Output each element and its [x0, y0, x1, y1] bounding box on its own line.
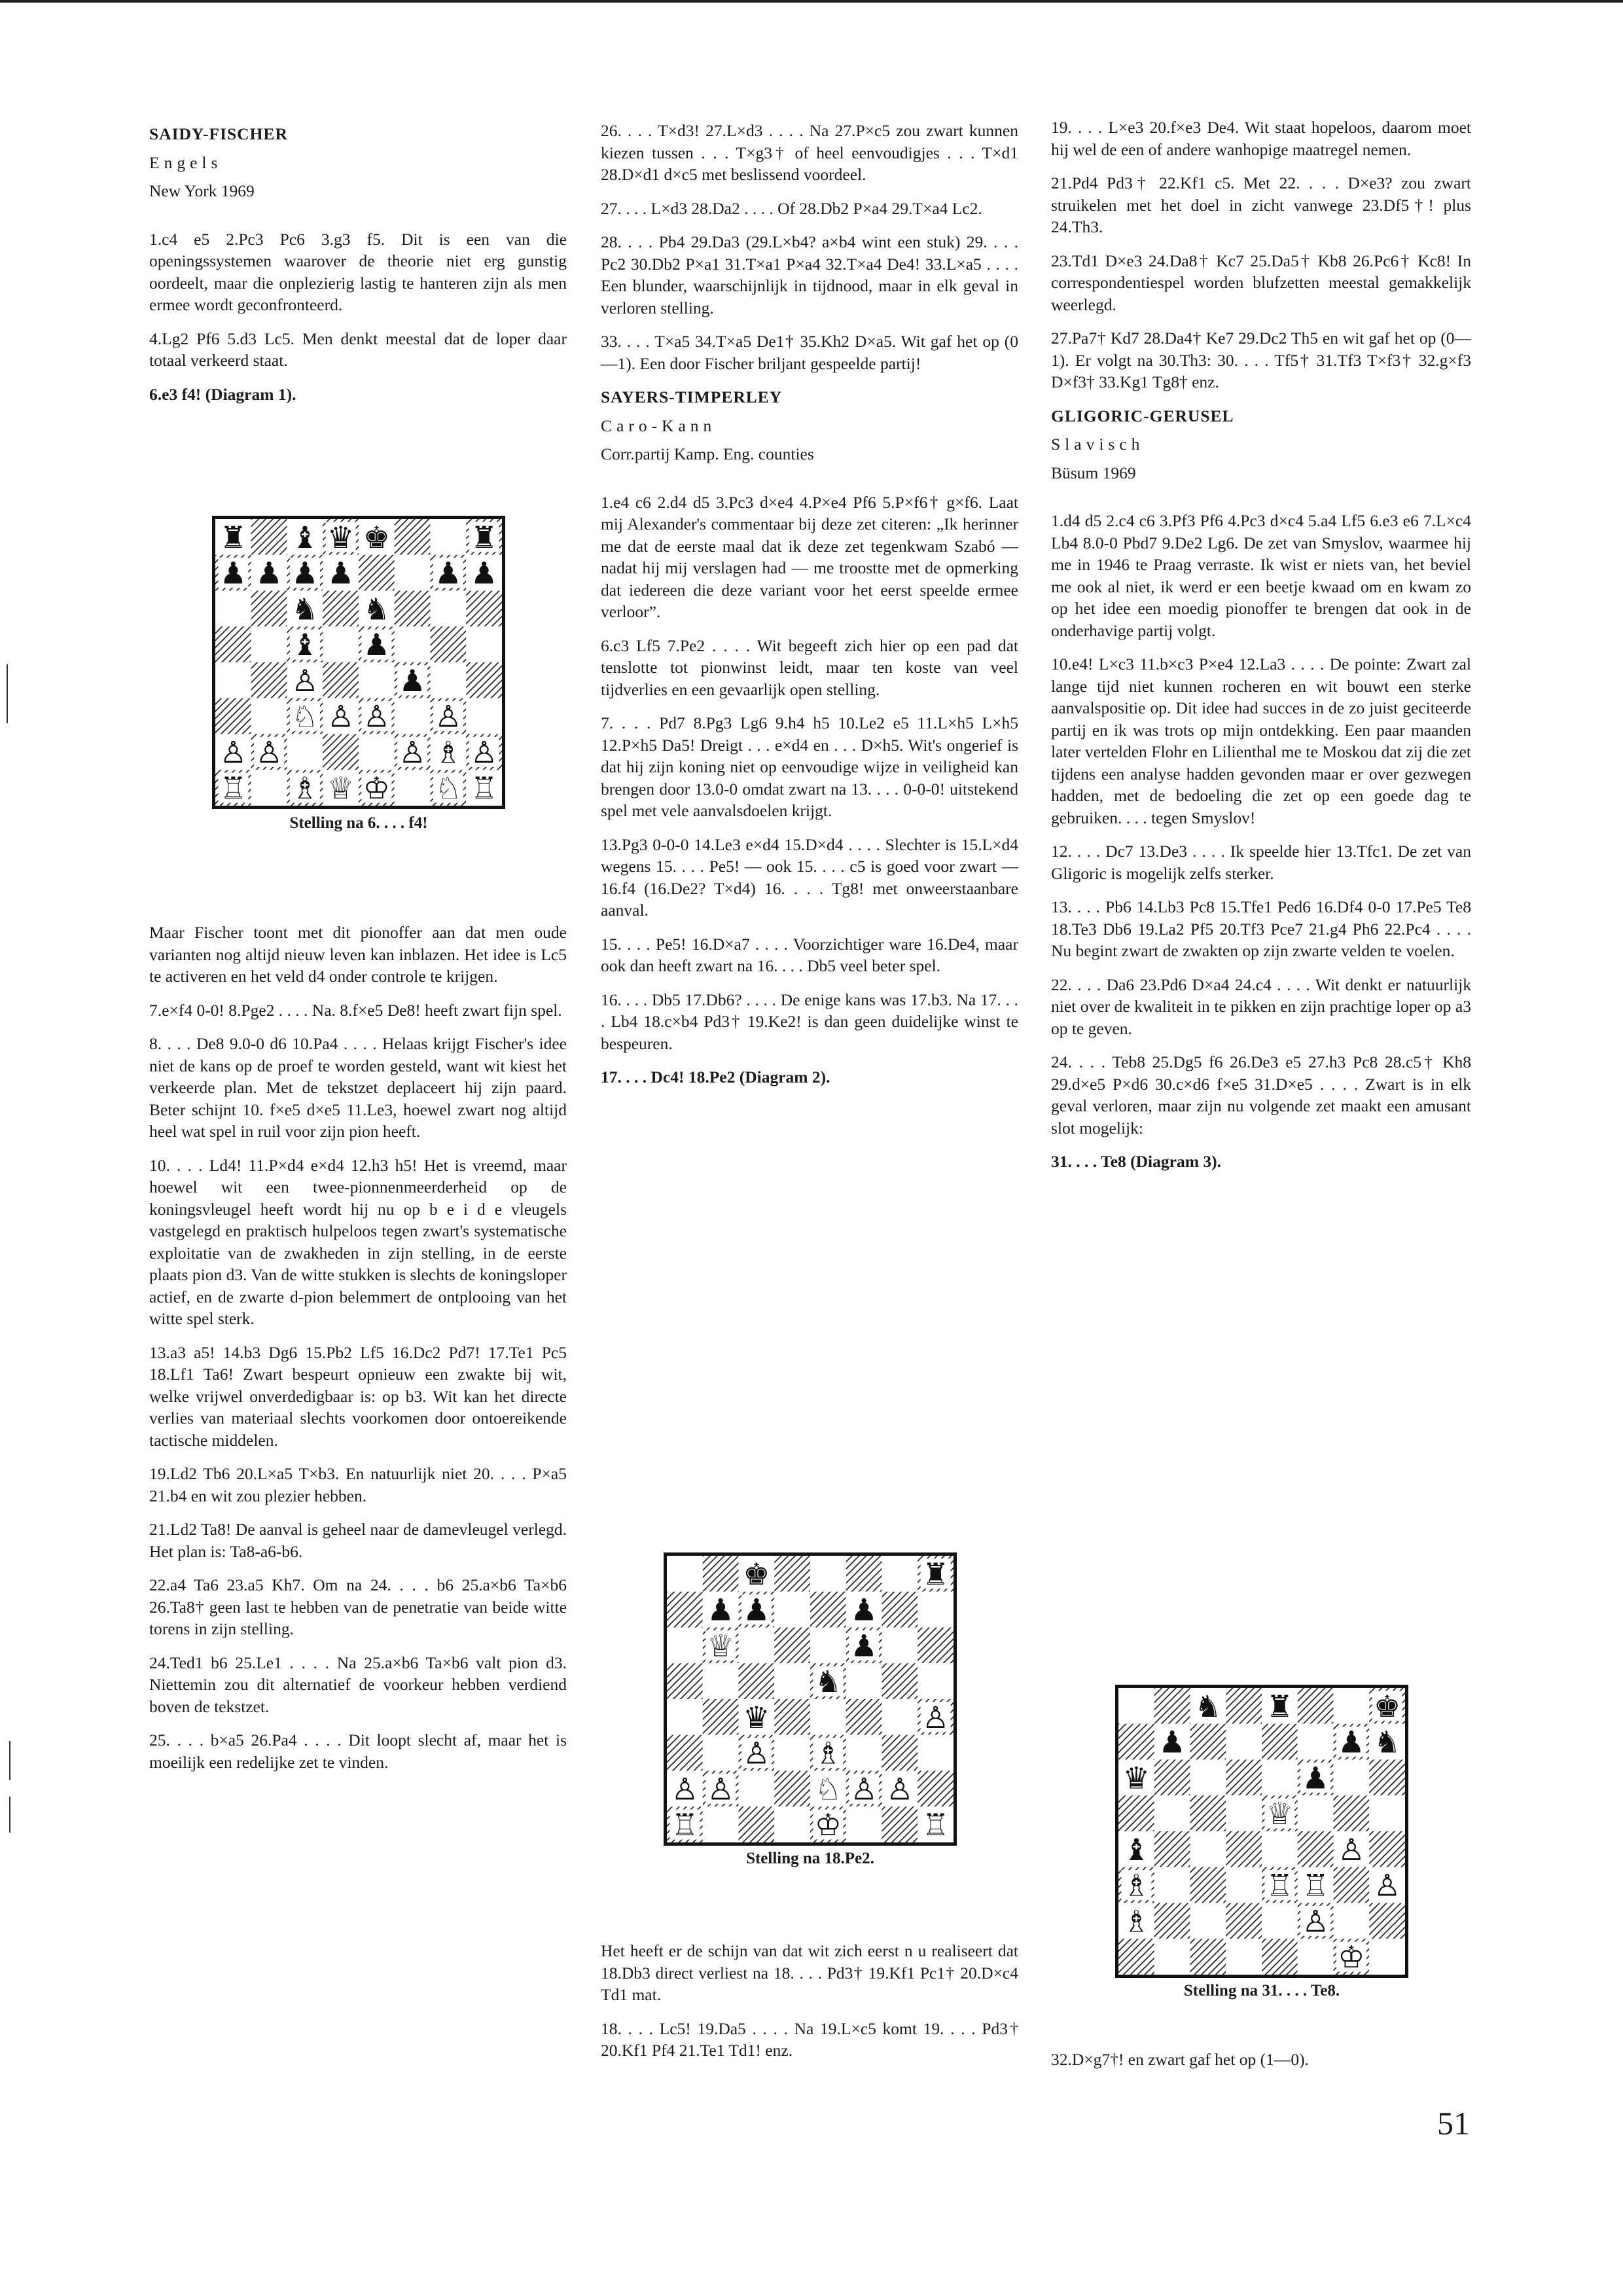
- paragraph: 6.c3 Lf5 7.Pe2 . . . . Wit begeeft zich hier op een pad dat tenslotte tot pionwinst leidt, maar ten koste van veel tijdverlies en een gevaarlijk open stelling.: [601, 636, 1018, 699]
- dark-square: [323, 591, 359, 627]
- column-1: [149, 123, 567, 417]
- light-square: [215, 662, 251, 698]
- paragraph: 21.Ld2 Ta8! De aanval is geheel naar de damevleugel verlegd. Het plan is: Ta8-a6-b6.: [149, 1520, 567, 1561]
- margin-mark: [9, 1797, 10, 1833]
- paragraph: 17. . . . Dc4! 18.Pe2 (Diagram 2).: [601, 1067, 830, 1086]
- light-square: [846, 1735, 882, 1771]
- game-event: Büsum 1969: [1051, 463, 1136, 482]
- light-square: [1298, 1795, 1334, 1831]
- paragraph: 7.e×f4 0-0! 8.Pge2 . . . . Na. 8.f×e5 De8! heeft zwart fijn spel.: [149, 1000, 562, 1020]
- light-square: [431, 662, 467, 698]
- paragraph: 33. . . . T×a5 34.T×a5 De1† 35.Kh2 D×a5. Wit gaf het op (0—1). Een door Fischer briljant gespeelde partij!: [601, 332, 1018, 373]
- white-rook-icon: ♖: [471, 770, 498, 806]
- light-square: [703, 1806, 739, 1842]
- paragraph: 21.Pd4 Pd3† 22.Kf1 c5. Met 22. . . . D×e3? zou zwart struikelen met het doel in zicht vanwege 23.Df5†! plus 24.Th3.: [1051, 173, 1471, 236]
- dark-square: [466, 591, 502, 627]
- paragraph: 16. . . . Db5 17.Db6? . . . . De enige kans was 17.b3. Na 17. . . . Lb4 18.c×b4 Pd3† 19.Ke2! is dan geen duidelijke winst te bespeuren.: [601, 990, 1018, 1053]
- white-pawn-icon: ♙: [850, 1771, 878, 1807]
- light-square: [882, 1699, 918, 1735]
- dark-square: [918, 1628, 954, 1664]
- light-square: [431, 591, 467, 627]
- black-pawn-icon: ♟: [399, 662, 426, 698]
- paragraph: 19. . . . L×e3 20.f×e3 De4. Wit staat hopeloos, daarom moet hij wel de een of andere wanhopige maatregel nemen.: [1051, 118, 1471, 159]
- chessboard: [1115, 1685, 1408, 1978]
- black-pawn-icon: ♟: [707, 1592, 734, 1628]
- dark-square: [1118, 1939, 1154, 1975]
- chessboard: [212, 516, 505, 809]
- black-bishop-icon: ♝: [1122, 1831, 1150, 1867]
- dark-square: [431, 626, 467, 662]
- dark-square: [1369, 1760, 1405, 1796]
- dark-square: [739, 1806, 775, 1842]
- dark-square: [1118, 1795, 1154, 1831]
- white-bishop-icon: ♗: [291, 770, 319, 806]
- paragraph: 22. . . . Da6 23.Pd6 D×a4 24.c4 . . . . Wit denkt er natuurlijk niet over de kwaliteit in te pikken en zijn prachtige loper op a3 op te geven.: [1051, 975, 1471, 1038]
- light-square: [1334, 1760, 1370, 1796]
- dark-square: [1190, 1867, 1226, 1903]
- light-square: [1226, 1939, 1262, 1975]
- black-pawn-icon: ♟: [850, 1628, 878, 1664]
- paragraph: 7. . . . Pd7 8.Pg3 Lg6 9.h4 h5 10.Le2 e5 11.L×h5 L×h5 12.P×h5 Da5! Dreigt . . . e×d4 en . . . D×h5. Wit's ongerief is dat hij zijn koning niet op eenvoudige wijze in veiligheid kan brengen door 13.0-0 omdat zwart na 13. . . . 0-0-0! uitstekend spel met vele aanvalsdoelen krijgt.: [601, 713, 1018, 820]
- column-2: [601, 120, 1018, 1100]
- dark-square: [215, 698, 251, 734]
- paragraph: 24.Ted1 b6 25.Le1 . . . . Na 25.a×b6 Ta×b6 valt pion d3. Niettemin zou dit alternatief de voorkeur hebben verdiend boven de tekstzet.: [149, 1653, 567, 1716]
- chessboard: [664, 1552, 957, 1846]
- light-square: [395, 770, 431, 806]
- dark-square: [1334, 1795, 1370, 1831]
- paragraph: 26. . . . T×d3! 27.L×d3 . . . . Na 27.P×c5 zou zwart kunnen kiezen tussen . . . T×g3† of heel eenvoudigjes . . . T×d1 28.D×d1 d×c5 met beslissend voordeel.: [601, 121, 1018, 184]
- dark-square: [1190, 1795, 1226, 1831]
- white-pawn-icon: ♙: [399, 734, 426, 770]
- light-square: [846, 1806, 882, 1842]
- game-opening: Caro-Kann: [601, 416, 717, 435]
- paragraph: 1.c4 e5 2.Pc3 Pc6 3.g3 f5. Dit is een van die openingssystemen waarover de theorie niet erg gunstig oordeelt, maar die onplezierig lastig te hanteren zijn als men ermee wordt geconfronteerd.: [149, 229, 567, 314]
- black-pawn-icon: ♟: [471, 555, 498, 591]
- paragraph: 1.e4 c6 2.d4 d5 3.Pc3 d×e4 4.P×e4 Pf6 5.P×f6† g×f6. Laat mij Alexander's commentaar bij deze zet citeren: „Ik herinner me dat de eerste maal dat ik deze zet tegenkwam Szabó — nadat hij mij verslagen had — me troostte met de opmerking dat iedereen die deze variant voor het eerst speelde ermee verloor”.: [601, 492, 1018, 621]
- dark-square: [1298, 1688, 1334, 1724]
- light-square: [1154, 1867, 1190, 1903]
- white-rook-icon: ♖: [671, 1807, 698, 1843]
- dark-square: [667, 1735, 703, 1771]
- margin-mark: [7, 664, 8, 723]
- black-knight-icon: ♞: [363, 591, 390, 627]
- diagram-caption: Stelling na 31. . . . Te8.: [1183, 1982, 1340, 2000]
- light-square: [1262, 1760, 1298, 1796]
- black-king-icon: ♚: [1374, 1688, 1401, 1724]
- black-pawn-icon: ♟: [363, 627, 390, 663]
- black-pawn-icon: ♟: [255, 555, 283, 591]
- light-square: [810, 1556, 846, 1592]
- column-3: [1051, 117, 1471, 1185]
- light-square: [1154, 1795, 1190, 1831]
- light-square: [1334, 1903, 1370, 1939]
- light-square: [431, 519, 467, 555]
- white-rook-icon: ♖: [1266, 1867, 1293, 1903]
- paragraph: 10.e4! L×c3 11.b×c3 P×e4 12.La3 . . . . De pointe: Zwart zal lange tijd niet kunnen rocheren en wit bouwt een sterke aanvalspositie op. Dit idee had succes in de zo juist geciteerde partij en ik was trots op mijn ontdekking. Een paar maanden later vertelden Flohr en Lilienthal me te Moskou dat zij die zet tijdens een analyse hadden gevonden maar er over gezwegen hadden, met de bedoeling die zet op een goede dag te gebruiken. . . . tegen Smyslov!: [1051, 655, 1471, 827]
- white-bishop-icon: ♗: [1122, 1903, 1150, 1939]
- black-queen-icon: ♛: [1122, 1760, 1150, 1796]
- dark-square: [251, 591, 287, 627]
- light-square: [395, 698, 431, 734]
- black-pawn-icon: ♟: [1302, 1760, 1329, 1796]
- light-square: [359, 662, 395, 698]
- game-title: SAIDY-FISCHER: [149, 124, 288, 143]
- white-bishop-icon: ♗: [1122, 1867, 1150, 1903]
- light-square: [882, 1556, 918, 1592]
- page-number: 51: [1437, 2105, 1470, 2142]
- dark-square: [1226, 1760, 1262, 1796]
- white-pawn-icon: ♙: [886, 1771, 914, 1807]
- paragraph: 19.Ld2 Tb6 20.L×a5 T×b3. En natuurlijk niet 20. . . . P×a5 21.b4 en wit zou plezier hebben.: [149, 1464, 567, 1505]
- top-rule: [0, 0, 1623, 3]
- paragraph: 31. . . . Te8 (Diagram 3).: [1051, 1152, 1221, 1171]
- white-pawn-icon: ♙: [471, 734, 498, 770]
- dark-square: [1226, 1688, 1262, 1724]
- white-queen-icon: ♕: [707, 1628, 734, 1664]
- paragraph: 22.a4 Ta6 23.a5 Kh7. Om na 24. . . . b6 25.a×b6 Ta×b6 26.Ta8† geen last te hebben van de penetratie van beide witte torens in zijn stelling.: [149, 1575, 567, 1638]
- dark-square: [846, 1699, 882, 1735]
- dark-square: [667, 1663, 703, 1699]
- light-square: [918, 1735, 954, 1771]
- black-pawn-icon: ♟: [1158, 1724, 1186, 1760]
- paragraph: 32.D×g7†! en zwart gaf het op (1—0).: [1051, 2050, 1309, 2069]
- light-square: [774, 1592, 810, 1628]
- dark-square: [667, 1592, 703, 1628]
- black-rook-icon: ♜: [922, 1556, 950, 1592]
- white-rook-icon: ♖: [219, 770, 247, 806]
- chess-diagram-3: [1115, 1685, 1408, 1978]
- dark-square: [703, 1556, 739, 1592]
- light-square: [1190, 1831, 1226, 1867]
- white-queen-icon: ♕: [327, 770, 355, 806]
- chess-diagram-2: [664, 1552, 957, 1846]
- dark-square: [774, 1771, 810, 1807]
- chess-diagram-1: [212, 516, 505, 809]
- paragraph: 15. . . . Pe5! 16.D×a7 . . . . Voorzichtiger ware 16.De4, maar ook dan heeft zwart na 16. . . . Db5 veel beter spel.: [601, 934, 1018, 975]
- white-pawn-icon: ♙: [922, 1699, 950, 1735]
- white-pawn-icon: ♙: [1338, 1831, 1365, 1867]
- paragraph: 8. . . . De8 9.0-0 d6 10.Pa4 . . . . Helaas krijgt Fischer's idee niet de kans op de proef te worden gesteld, want wit kiest het verkeerde plan. Met de tekstzet deplaceert hij zijn paard. Beter schijnt 10. f×e5 d×e5 11.Le3, hoewel zwart nog altijd heel wat spel in ruil voor zijn pion heeft.: [149, 1034, 567, 1141]
- diagram-caption: Stelling na 18.Pe2.: [746, 1850, 874, 1867]
- light-square: [774, 1735, 810, 1771]
- black-rook-icon: ♜: [471, 519, 498, 555]
- dark-square: [395, 591, 431, 627]
- white-pawn-icon: ♙: [1302, 1903, 1329, 1939]
- light-square: [739, 1771, 775, 1807]
- light-square: [1334, 1688, 1370, 1724]
- dark-square: [774, 1699, 810, 1735]
- light-square: [1190, 1760, 1226, 1796]
- paragraph: 23.Td1 D×e3 24.Da8† Kc7 25.Da5† Kb8 26.Pc6† Kc8! In correspondentiespel worden blufzetten meestal gemakkelijk weerlegd.: [1051, 251, 1471, 314]
- light-square: [774, 1663, 810, 1699]
- light-square: [1118, 1688, 1154, 1724]
- dark-square: [882, 1806, 918, 1842]
- light-square: [395, 555, 431, 591]
- black-queen-icon: ♛: [743, 1699, 770, 1735]
- black-knight-icon: ♞: [291, 591, 319, 627]
- column-3-lower: [1051, 2049, 1471, 2083]
- white-king-icon: ♔: [363, 770, 390, 806]
- white-bishop-icon: ♗: [814, 1735, 842, 1771]
- black-knight-icon: ♞: [814, 1664, 842, 1700]
- dark-square: [1262, 1724, 1298, 1760]
- dark-square: [251, 519, 287, 555]
- white-king-icon: ♔: [1338, 1939, 1365, 1975]
- dark-square: [703, 1699, 739, 1735]
- dark-square: [1226, 1831, 1262, 1867]
- light-square: [466, 698, 502, 734]
- black-pawn-icon: ♟: [743, 1592, 770, 1628]
- light-square: [1369, 1939, 1405, 1975]
- game-opening: Slavisch: [1051, 435, 1145, 454]
- light-square: [918, 1592, 954, 1628]
- dark-square: [1190, 1724, 1226, 1760]
- paragraph: 25. . . . b×a5 26.Pa4 . . . . Dit loopt slecht af, maar het is moeilijk een redelijke zet te vinden.: [149, 1731, 567, 1772]
- dark-square: [1334, 1867, 1370, 1903]
- paragraph: 13. . . . Pb6 14.Lb3 Pc8 15.Tfe1 Ped6 16.Df4 0-0 17.Pe5 Te8 18.Te3 Db6 19.La2 Pf5 20.Tf3 Pce7 21.g4 Ph6 22.Pc4 . . . . Nu begint zwart de zwakten op zijn zwarte velden te voelen.: [1051, 897, 1471, 960]
- light-square: [215, 591, 251, 627]
- dark-square: [1190, 1939, 1226, 1975]
- light-square: [1226, 1724, 1262, 1760]
- white-pawn-icon: ♙: [291, 662, 319, 698]
- light-square: [323, 626, 359, 662]
- light-square: [667, 1699, 703, 1735]
- dark-square: [323, 662, 359, 698]
- white-bishop-icon: ♗: [435, 734, 462, 770]
- light-square: [1298, 1939, 1334, 1975]
- light-square: [359, 734, 395, 770]
- black-pawn-icon: ♟: [327, 555, 355, 591]
- light-square: [1369, 1795, 1405, 1831]
- light-square: [1154, 1939, 1190, 1975]
- dark-square: [882, 1663, 918, 1699]
- dark-square: [774, 1628, 810, 1664]
- dark-square: [251, 662, 287, 698]
- game-opening: Engels: [149, 152, 223, 172]
- black-pawn-icon: ♟: [850, 1592, 878, 1628]
- black-pawn-icon: ♟: [291, 555, 319, 591]
- black-pawn-icon: ♟: [219, 555, 247, 591]
- light-square: [1262, 1831, 1298, 1867]
- white-knight-icon: ♘: [291, 698, 319, 734]
- paragraph: Het heeft er de schijn van dat wit zich eerst n u realiseert dat 18.Db3 direct verliest na 18. . . . Pd3† 19.Kf1 Pc1† 20.D×c4 Td1 mat.: [601, 1941, 1018, 2004]
- light-square: [882, 1628, 918, 1664]
- light-square: [251, 770, 287, 806]
- dark-square: [882, 1592, 918, 1628]
- light-square: [703, 1735, 739, 1771]
- diagram-caption: Stelling na 6. . . . f4!: [289, 814, 428, 832]
- paragraph: 1.d4 d5 2.c4 c6 3.Pf3 Pf6 4.Pc3 d×c4 5.a4 Lf5 6.e3 e6 7.L×c4 Lb4 8.0-0 Pbd7 9.De2 Lg6. De zet van Smyslov, waarmee hij me in 1946 te Praag verraste. Ik wist er niets van, het beviel me ook al niet, ik werd er een beetje kwaad om en kwam zo op het idee een moedig pionoffer te brengen dat ook in de onderhavige partij volgt.: [1051, 511, 1471, 640]
- game-event: Corr.partij Kamp. Eng. counties: [601, 444, 814, 463]
- white-rook-icon: ♖: [922, 1807, 950, 1843]
- black-pawn-icon: ♟: [435, 555, 462, 591]
- light-square: [1226, 1795, 1262, 1831]
- paragraph: 13.a3 a5! 14.b3 Dg6 15.Pb2 Lf5 16.Dc2 Pd7! 17.Te1 Pc5 18.Lf1 Ta6! Zwart bespeurt opnieuw een zwakte bij wit, welke vrijwel onverdedigbaar is: op b3. Wit kan het directe verlies van materiaal slechts voorkomen door ontoereikende tactische middelen.: [149, 1342, 567, 1450]
- white-pawn-icon: ♙: [327, 698, 355, 734]
- light-square: [739, 1628, 775, 1664]
- light-square: [251, 698, 287, 734]
- black-bishop-icon: ♝: [291, 627, 319, 663]
- light-square: [810, 1628, 846, 1664]
- dark-square: [1369, 1831, 1405, 1867]
- dark-square: [1118, 1724, 1154, 1760]
- paragraph: 18. . . . Lc5! 19.Da5 . . . . Na 19.L×c5 komt 19. . . . Pd3† 20.Kf1 Pf4 21.Te1 Td1! enz.: [601, 2018, 1018, 2060]
- black-pawn-icon: ♟: [1338, 1724, 1365, 1760]
- light-square: [667, 1556, 703, 1592]
- black-rook-icon: ♜: [219, 519, 247, 555]
- white-king-icon: ♔: [814, 1807, 842, 1843]
- paragraph: 4.Lg2 Pf6 5.d3 Lc5. Men denkt meestal dat de loper daar totaal verkeerd staat.: [149, 329, 567, 370]
- white-pawn-icon: ♙: [363, 698, 390, 734]
- paragraph: 6.e3 f4! (Diagram 1).: [149, 384, 296, 404]
- game-event: New York 1969: [149, 181, 255, 200]
- dark-square: [739, 1663, 775, 1699]
- white-pawn-icon: ♙: [1374, 1867, 1401, 1903]
- white-pawn-icon: ♙: [219, 734, 247, 770]
- dark-square: [1154, 1903, 1190, 1939]
- game-title: SAYERS-TIMPERLEY: [601, 387, 783, 406]
- light-square: [395, 626, 431, 662]
- light-square: [774, 1806, 810, 1842]
- light-square: [466, 626, 502, 662]
- paragraph: 27.Pa7† Kd7 28.Da4† Ke7 29.Dc2 Th5 en wit gaf het op (0—1). Er volgt na 30.Th3: 30. . . . Tf5† 31.Tf3 T×f3† 32.g×f3 D×f3† 33.Kg1 Tg8† enz.: [1051, 329, 1471, 391]
- paragraph: 10. . . . Ld4! 11.P×d4 e×d4 12.h3 h5! Het is vreemd, maar hoewel wit een twee-pionnenmeerderheid op de koningsvleugel heeft wordt hij nu op b e i d e vleugels vastgelegd en praktisch hulpeloos tegen zwart's systematische exploitatie van de zwakheden in zijn stelling, in de eerste plaats pion d3. Van de witte stukken is slechts de koningsloper actief, en de zwarte d-pion belemmert de ontplooing van het witte spel sterk.: [149, 1155, 567, 1328]
- dark-square: [1298, 1831, 1334, 1867]
- dark-square: [1262, 1939, 1298, 1975]
- paragraph: 24. . . . Teb8 25.Dg5 f6 26.De3 e5 27.h3 Pc8 28.c5† Kh8 29.d×e5 P×d6 30.c×d6 f×e5 31.D×e5 . . . . Zwart is in elk geval verloren, maar zijn nu volgende zet maakt een amusant slot mogelijk:: [1051, 1052, 1471, 1138]
- paragraph: 12. . . . Dc7 13.De3 . . . . Ik speelde hier 13.Tfc1. De zet van Gligoric is mogelijk zelfs sterker.: [1051, 842, 1471, 883]
- black-rook-icon: ♜: [1266, 1688, 1293, 1724]
- dark-square: [1226, 1903, 1262, 1939]
- paragraph: Maar Fischer toont met dit pionoffer aan dat men oude varianten nog altijd nieuw leven kan inblazen. Het idee is Lc5 te activeren en het veld d4 onder controle te krijgen.: [149, 923, 567, 986]
- black-bishop-icon: ♝: [291, 519, 319, 555]
- light-square: [251, 626, 287, 662]
- white-rook-icon: ♖: [1302, 1867, 1329, 1903]
- dark-square: [846, 1556, 882, 1592]
- light-square: [1298, 1724, 1334, 1760]
- paragraph: 27. . . . L×d3 28.Da2 . . . . Of 28.Db2 P×a4 29.T×a4 Lc2.: [601, 198, 982, 218]
- margin-mark: [9, 1741, 10, 1780]
- column-2-lower: [601, 1940, 1018, 2073]
- white-pawn-icon: ♙: [707, 1771, 734, 1807]
- dark-square: [1154, 1831, 1190, 1867]
- paragraph: 28. . . . Pb4 29.Da3 (29.L×b4? a×b4 wint een stuk) 29. . . . Pc2 30.Db2 P×a1 31.T×a1 P×a4 32.T×a4 De4! 33.L×a5 . . . . Een blunder, waarschijnlijk in tijdnood, maar in elk geval in verloren stelling.: [601, 232, 1018, 317]
- dark-square: [774, 1556, 810, 1592]
- light-square: [703, 1663, 739, 1699]
- black-queen-icon: ♛: [327, 519, 355, 555]
- white-pawn-icon: ♙: [255, 734, 283, 770]
- column-1-lower: [149, 922, 567, 1785]
- dark-square: [395, 519, 431, 555]
- white-pawn-icon: ♙: [743, 1735, 770, 1771]
- dark-square: [359, 555, 395, 591]
- dark-square: [1154, 1760, 1190, 1796]
- dark-square: [215, 626, 251, 662]
- light-square: [810, 1699, 846, 1735]
- dark-square: [918, 1771, 954, 1807]
- dark-square: [882, 1735, 918, 1771]
- light-square: [846, 1663, 882, 1699]
- game-title: GLIGORIC-GERUSEL: [1051, 406, 1234, 425]
- black-king-icon: ♚: [743, 1556, 770, 1592]
- light-square: [918, 1663, 954, 1699]
- light-square: [1226, 1867, 1262, 1903]
- dark-square: [466, 662, 502, 698]
- dark-square: [1154, 1688, 1190, 1724]
- white-knight-icon: ♘: [435, 770, 462, 806]
- light-square: [1190, 1903, 1226, 1939]
- black-knight-icon: ♞: [1374, 1724, 1401, 1760]
- white-knight-icon: ♘: [814, 1771, 842, 1807]
- light-square: [667, 1628, 703, 1664]
- light-square: [1262, 1903, 1298, 1939]
- white-pawn-icon: ♙: [671, 1771, 698, 1807]
- light-square: [287, 734, 323, 770]
- dark-square: [323, 734, 359, 770]
- dark-square: [1369, 1903, 1405, 1939]
- black-king-icon: ♚: [363, 519, 390, 555]
- paragraph: 13.Pg3 0-0-0 14.Le3 e×d4 15.D×d4 . . . . Slechter is 15.L×d4 wegens 15. . . . Pe5! — ook 15. . . . c5 is goed voor zwart — 16.f4 (16.De2? T×d4) 16. . . . Tg8! met onweerstaanbare aanval.: [601, 834, 1018, 920]
- dark-square: [810, 1592, 846, 1628]
- black-knight-icon: ♞: [1194, 1688, 1222, 1724]
- white-queen-icon: ♕: [1266, 1796, 1293, 1832]
- white-pawn-icon: ♙: [435, 698, 462, 734]
